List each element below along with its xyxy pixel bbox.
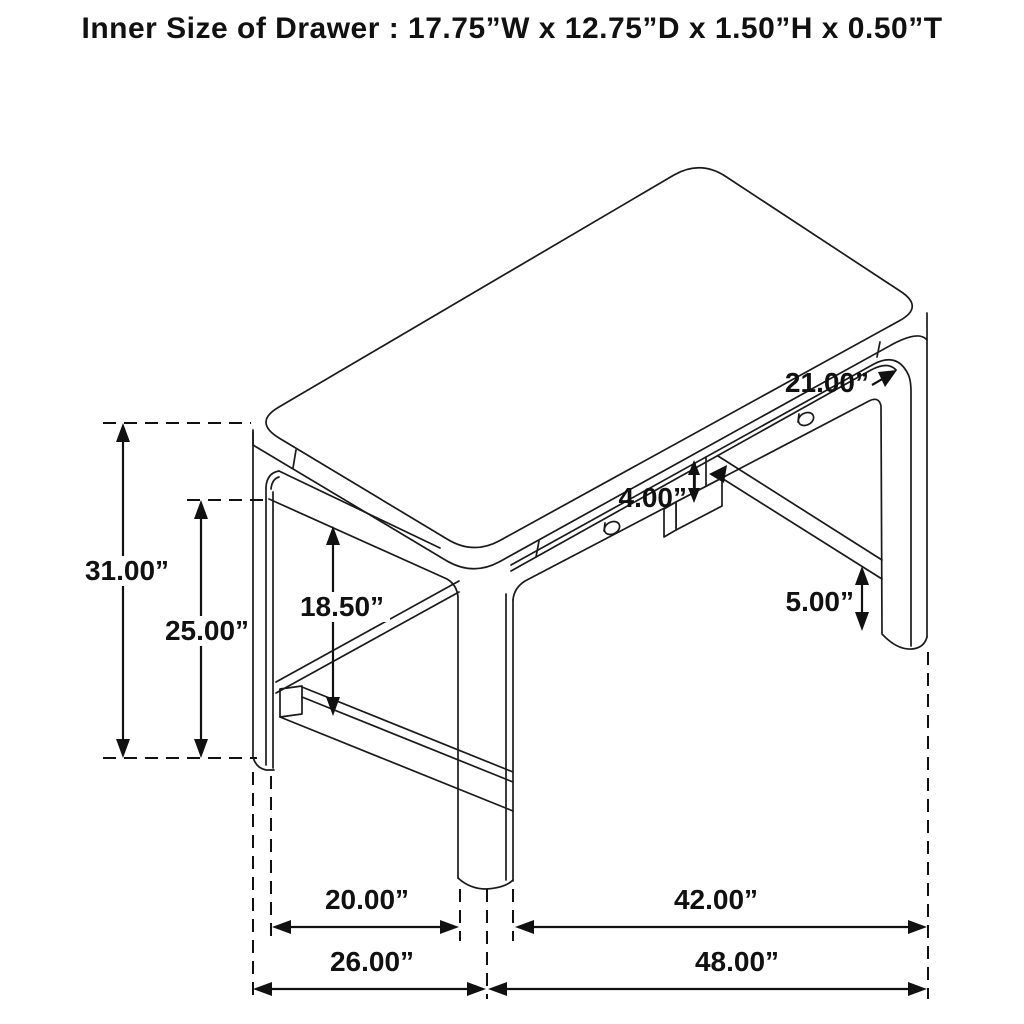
dim-floor-to-apron: [160, 500, 252, 758]
dim-overall-depth-label: 26.00”: [329, 946, 415, 977]
edge-seam-right: [877, 342, 880, 357]
right-leg: [882, 340, 927, 649]
dim-stretcher-to-floor-label: 5.00”: [785, 586, 854, 617]
dim-overall-height: [80, 423, 174, 758]
dim-front-clear-span: [515, 884, 927, 934]
dim-overall-width-label: 48.00”: [694, 946, 780, 977]
dim-apron-to-stretcher: [294, 526, 390, 716]
dim-side-clear-span: [272, 884, 459, 934]
dim-overall-width: [488, 946, 927, 996]
dim-floor-to-apron-label: 25.00”: [164, 615, 250, 646]
dim-overall-height-label: 31.00”: [84, 555, 170, 586]
dim-rail-length: [785, 367, 897, 398]
extension-lines: [103, 423, 928, 999]
center-leg: [458, 594, 513, 889]
screw-hole: [796, 410, 816, 428]
screw-hole: [602, 519, 622, 537]
dim-rail-height-label: 4.00”: [618, 482, 687, 513]
left-leg-and-apron: [253, 432, 458, 878]
dim-overall-depth: [253, 946, 486, 996]
edge-seam-left: [293, 450, 296, 468]
dim-apron-to-stretcher-label: 18.50”: [299, 591, 385, 622]
dim-side-clear-span-label: 20.00”: [324, 884, 410, 915]
dim-rail-length-label: 21.00”: [784, 367, 869, 398]
side-stretcher: [280, 686, 513, 811]
dim-stretcher-to-floor: [786, 566, 870, 631]
dim-front-clear-span-label: 42.00”: [673, 884, 759, 915]
drawing-title: Inner Size of Drawer : 17.75”W x 12.75”D x 1.50”H x 0.50”T: [81, 12, 943, 45]
